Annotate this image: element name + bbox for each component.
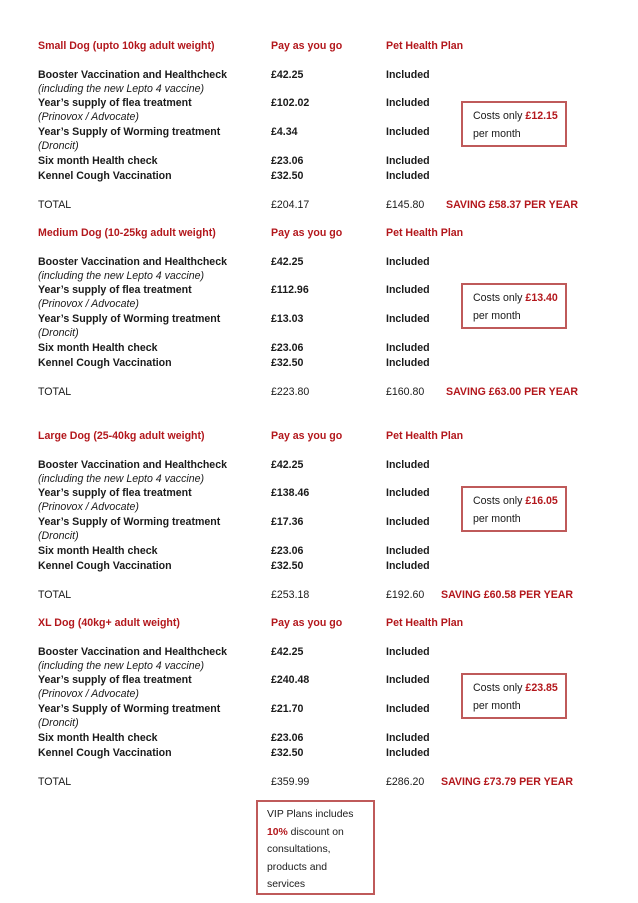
row-name: Six month Health check [38,732,158,744]
row-plan: Included [386,256,430,268]
section-title: Small Dog (upto 10kg adult weight) [38,40,215,52]
cost-amount: £23.85 [525,682,558,694]
row-price: £23.06 [271,342,304,354]
cost-prefix: Costs only [473,292,523,304]
saving-text: SAVING £73.79 PER YEAR [441,776,574,788]
total-label: TOTAL [38,199,72,211]
total-label: TOTAL [38,589,72,601]
row-price: £42.25 [271,69,304,81]
column-header-pet-health-plan: Pet Health Plan [386,227,464,239]
cost-suffix: per month [473,128,521,140]
row-plan: Included [386,357,430,369]
row-plan: Included [386,674,430,686]
row-price: £32.50 [271,560,304,572]
row-name: Six month Health check [38,155,158,167]
cost-suffix: per month [473,513,521,525]
row-name: Year’s supply of flea treatment [38,487,192,499]
row-name: Kennel Cough Vaccination [38,170,172,182]
row-price: £42.25 [271,646,304,658]
monthly-cost-box [461,283,567,329]
cost-suffix: per month [473,310,521,322]
column-header-pet-health-plan: Pet Health Plan [386,40,464,52]
row-plan: Included [386,487,430,499]
row-sub: (Droncit) [38,140,79,152]
section-title: Large Dog (25-40kg adult weight) [38,430,205,442]
row-plan: Included [386,170,430,182]
row-name: Year’s supply of flea treatment [38,284,192,296]
row-plan: Included [386,646,430,658]
row-sub: (including the new Lepto 4 vaccine) [38,473,205,485]
cost-line [473,107,565,125]
cost-amount: £13.40 [525,292,558,304]
vip-line-5: services [267,879,306,890]
row-price: £138.46 [271,487,310,499]
cost-prefix: Costs only [473,110,523,122]
row-plan: Included [386,284,430,296]
vip-line-3: consultations, [267,844,331,855]
total-plan: £286.20 [386,776,425,788]
monthly-cost-box [461,101,567,147]
total-pay-as-you-go: £204.17 [271,199,310,211]
row-name: Kennel Cough Vaccination [38,560,172,572]
row-sub: (Prinovox / Advocate) [38,501,139,513]
row-price: £21.70 [271,703,304,715]
saving-text: SAVING £60.58 PER YEAR [441,589,574,601]
total-label: TOTAL [38,776,72,788]
row-sub: (Prinovox / Advocate) [38,298,139,310]
row-price: £102.02 [271,97,310,109]
row-name: Year’s Supply of Worming treatment [38,516,221,528]
column-header-pay-as-you-go: Pay as you go [271,617,343,629]
row-name: Six month Health check [38,342,158,354]
cost-line [473,289,565,307]
column-header-pay-as-you-go: Pay as you go [271,227,343,239]
row-price: £23.06 [271,545,304,557]
row-price: £4.34 [271,126,298,138]
row-sub: (Prinovox / Advocate) [38,688,139,700]
saving-text: SAVING £58.37 PER YEAR [446,199,579,211]
total-pay-as-you-go: £223.80 [271,386,310,398]
row-sub: (Droncit) [38,327,79,339]
monthly-cost-box [461,486,567,532]
row-name: Booster Vaccination and Healthcheck [38,256,227,268]
row-name: Kennel Cough Vaccination [38,357,172,369]
cost-prefix: Costs only [473,682,523,694]
row-plan: Included [386,747,430,759]
row-plan: Included [386,313,430,325]
row-price: £240.48 [271,674,310,686]
total-pay-as-you-go: £359.99 [271,776,310,788]
vip-line-4: products and [267,861,328,873]
row-price: £13.03 [271,313,304,325]
row-name: Year’s Supply of Worming treatment [38,313,221,325]
row-price: £17.36 [271,516,304,528]
row-name: Booster Vaccination and Healthcheck [38,69,227,81]
row-price: £23.06 [271,155,304,167]
vip-line-2-text: discount on [287,826,344,838]
row-sub: (Prinovox / Advocate) [38,111,139,123]
row-plan: Included [386,516,430,528]
vip-plan-box [256,800,375,895]
total-label: TOTAL [38,386,72,398]
cost-amount: £12.15 [525,110,558,122]
row-name: Six month Health check [38,545,158,557]
row-plan: Included [386,459,430,471]
vip-line-1: VIP Plans includes [267,809,354,820]
row-price: £32.50 [271,170,304,182]
row-sub: (including the new Lepto 4 vaccine) [38,270,205,282]
row-plan: Included [386,69,430,81]
column-header-pay-as-you-go: Pay as you go [271,40,343,52]
row-price: £32.50 [271,357,304,369]
cost-suffix: per month [473,700,521,712]
row-sub: (including the new Lepto 4 vaccine) [38,660,205,672]
vip-line-2 [267,824,373,842]
section-title: Medium Dog (10-25kg adult weight) [38,227,216,239]
row-plan: Included [386,97,430,109]
column-header-pay-as-you-go: Pay as you go [271,430,343,442]
column-header-pet-health-plan: Pet Health Plan [386,430,464,442]
total-plan: £145.80 [386,199,425,211]
row-plan: Included [386,732,430,744]
row-plan: Included [386,703,430,715]
row-price: £42.25 [271,256,304,268]
monthly-cost-box [461,673,567,719]
row-name: Year’s Supply of Worming treatment [38,703,221,715]
total-plan: £192.60 [386,589,425,601]
row-sub: (Droncit) [38,530,79,542]
row-price: £112.96 [271,284,309,296]
row-name: Booster Vaccination and Healthcheck [38,459,227,471]
saving-text: SAVING £63.00 PER YEAR [446,386,579,398]
row-name: Year’s Supply of Worming treatment [38,126,221,138]
cost-amount: £16.05 [525,495,558,507]
cost-prefix: Costs only [473,495,523,507]
column-header-pet-health-plan: Pet Health Plan [386,617,464,629]
row-plan: Included [386,545,430,557]
row-name: Year’s supply of flea treatment [38,674,192,686]
row-price: £23.06 [271,732,304,744]
row-sub: (including the new Lepto 4 vaccine) [38,83,205,95]
row-plan: Included [386,155,430,167]
row-name: Kennel Cough Vaccination [38,747,172,759]
row-plan: Included [386,342,430,354]
row-price: £32.50 [271,747,304,759]
row-plan: Included [386,126,430,138]
vip-discount-percent: 10% [267,826,288,838]
row-plan: Included [386,560,430,572]
row-sub: (Droncit) [38,717,79,729]
section-title: XL Dog (40kg+ adult weight) [38,617,180,629]
total-pay-as-you-go: £253.18 [271,589,310,601]
cost-line [473,679,565,697]
row-name: Year’s supply of flea treatment [38,97,192,109]
row-name: Booster Vaccination and Healthcheck [38,646,227,658]
cost-line [473,492,565,510]
total-plan: £160.80 [386,386,425,398]
row-price: £42.25 [271,459,304,471]
